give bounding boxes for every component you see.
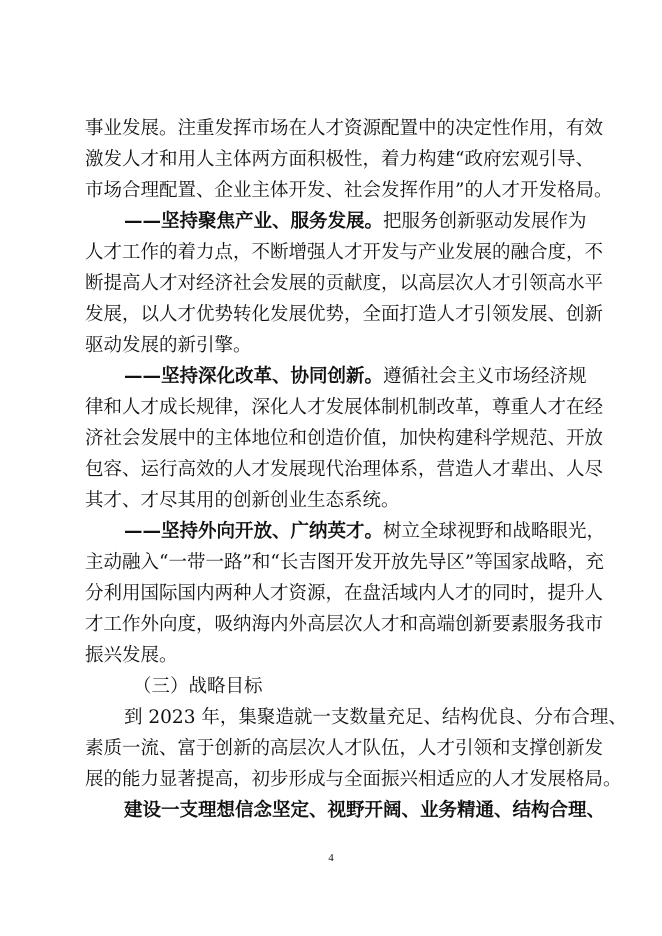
principle-heading-line [85, 206, 587, 237]
body-text: 把服务创新驱动发展作为 [383, 211, 587, 232]
body-line: 振兴发展。 [85, 645, 178, 666]
document-page [85, 113, 627, 826]
body-line: 主动融入“一带一路”和“长吉图开发开放先导区”等国家战略，充 [85, 552, 604, 573]
body-line: 市场合理配置、企业主体开发、社会发挥作用”的人才开发格局。 [85, 180, 613, 201]
body-text: 树立全球视野和战略眼光， [383, 521, 606, 542]
bold-goal-line [85, 795, 606, 826]
body-text: 遵循社会主义市场经济规 [383, 366, 587, 387]
body-line: 其才、才尽其用的创新创业生态系统。 [85, 490, 400, 511]
body-line: 分利用国际国内两种人才资源，在盘活域内人才的同时，提升人 [85, 583, 604, 604]
page-number: 4 [328, 852, 334, 864]
principle-title: ——坚持外向开放、广纳英才。 [124, 521, 384, 542]
body-line: 事业发展。注重发挥市场在人才资源配置中的决定性作用，有效 [85, 118, 604, 139]
body-line: 发展，以人才优势转化发展优势，全面打造人才引领发展、创新 [85, 304, 604, 325]
body-line: 素质一流、富于创新的高层次人才队伍，人才引领和支撑创新发 [85, 738, 604, 759]
body-line: 包容、运行高效的人才发展现代治理体系，营造人才辈出、人尽 [85, 459, 604, 480]
principle-title: ——坚持聚焦产业、服务发展。 [124, 211, 384, 232]
principle-heading-line [85, 361, 587, 392]
body-line: 展的能力显著提高，初步形成与全面振兴相适应的人才发展格局。 [85, 769, 622, 790]
body-line: 才工作外向度，吸纳海内外高层次人才和高端创新要素服务我市 [85, 614, 604, 635]
principle-title: ——坚持深化改革、协同创新。 [124, 366, 384, 387]
body-line: 到 2023 年，集聚造就一支数量充足、结构优良、分布合理、 [124, 707, 627, 728]
section-heading: （三）战略目标 [133, 676, 263, 697]
body-line: 律和人才成长规律，深化人才发展体制机制改革，尊重人才在经 [85, 397, 604, 418]
body-line: 济社会发展中的主体地位和创造价值，加快构建科学规范、开放 [85, 428, 604, 449]
goal-title: 建设一支理想信念坚定、视野开阔、业务精通、结构合理、 [124, 800, 606, 821]
body-line: 人才工作的着力点，不断增强人才开发与产业发展的融合度，不 [85, 242, 604, 263]
principle-heading-line [85, 516, 606, 547]
body-line: 激发人才和用人主体两方面积极性，着力构建“政府宏观引导、 [85, 149, 594, 170]
body-line: 断提高人才对经济社会发展的贡献度，以高层次人才引领高水平 [85, 273, 604, 294]
body-line: 驱动发展的新引擎。 [85, 335, 252, 356]
